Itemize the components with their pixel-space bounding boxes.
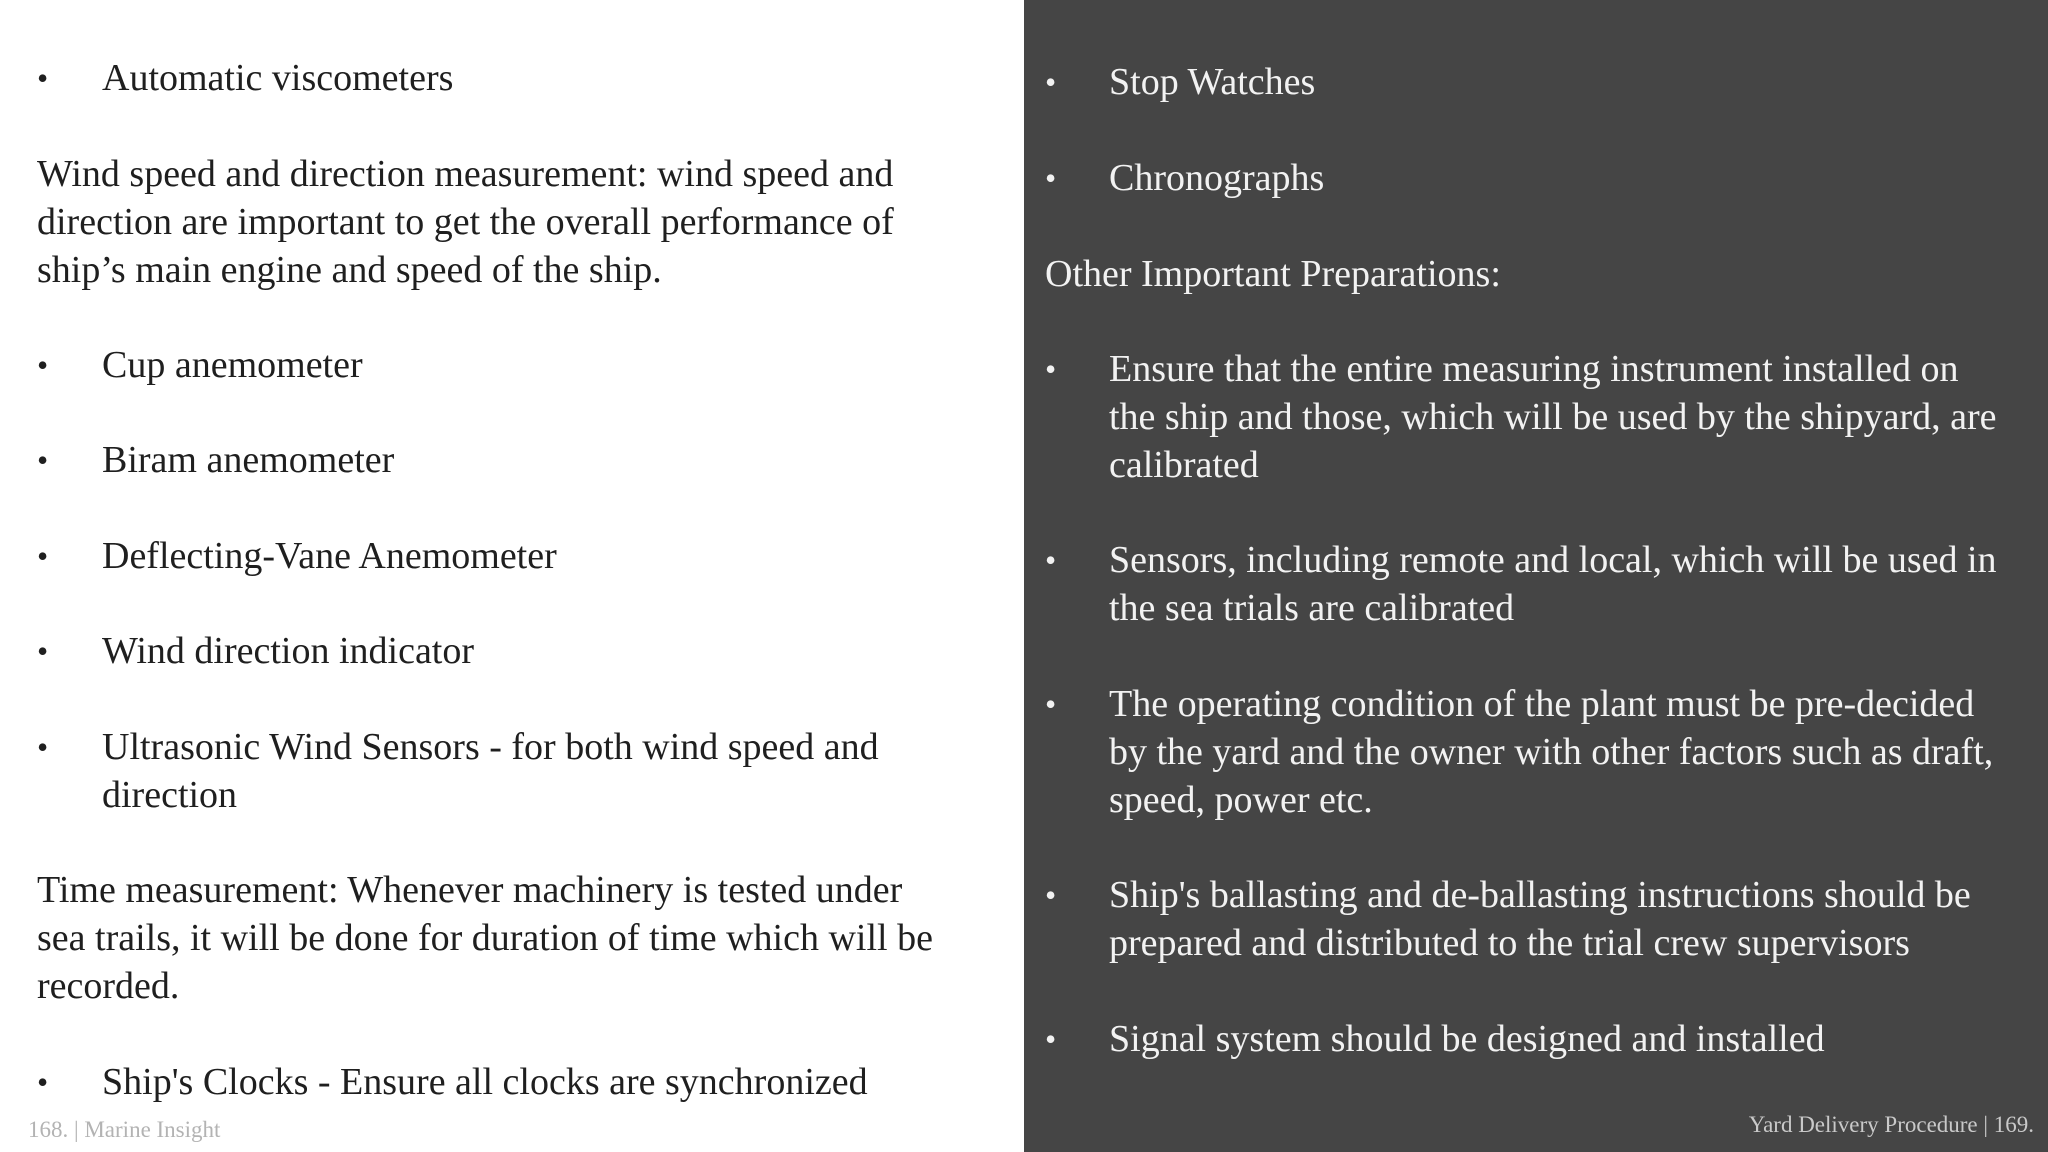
bullet-text-line: Deflecting-Vane Anemometer <box>102 535 557 577</box>
bullet-text-line: Automatic viscometers <box>102 57 454 99</box>
paragraph-text-line: recorded. <box>37 965 180 1007</box>
bullet-marker: • <box>37 60 49 96</box>
bullet-text-line: Wind direction indicator <box>102 630 475 672</box>
bullet-marker: • <box>1045 64 1057 100</box>
bullet-marker: • <box>37 442 49 478</box>
bullet-text-line: the ship and those, which will be used by the shipyard, are <box>1109 396 1997 438</box>
bullet-text-line: prepared and distributed to the trial crew supervisors <box>1109 922 1910 964</box>
bullet-marker: • <box>37 1064 49 1100</box>
bullet-marker: • <box>1045 351 1057 387</box>
bullet-text-line: The operating condition of the plant must be pre-decided <box>1109 683 1975 725</box>
bullet-marker: • <box>1045 877 1057 913</box>
bullet-text-line: Chronographs <box>1109 157 1325 199</box>
paragraph-text-line: ship’s main engine and speed of the ship. <box>37 249 662 291</box>
bullet-text-line: direction <box>102 774 238 816</box>
bullet-marker: • <box>37 633 49 669</box>
left-page-footer: 168. | Marine Insight <box>28 1117 221 1142</box>
bullet-text-line: by the yard and the owner with other factors such as draft, <box>1109 731 1994 773</box>
paragraph-text-line: Other Important Preparations: <box>1045 253 1501 295</box>
bullet-text-line: calibrated <box>1109 444 1259 486</box>
right-page <box>1024 0 2048 1152</box>
bullet-marker: • <box>37 347 49 383</box>
bullet-marker: • <box>1045 1021 1057 1057</box>
bullet-text-line: Biram anemometer <box>102 439 395 481</box>
bullet-marker: • <box>1045 686 1057 722</box>
bullet-text-line: Ship's ballasting and de-ballasting instructions should be <box>1109 874 1971 916</box>
bullet-text-line: Ship's Clocks - Ensure all clocks are synchronized <box>102 1061 868 1103</box>
bullet-marker: • <box>1045 160 1057 196</box>
right-page-footer: Yard Delivery Procedure | 169. <box>1748 1112 2034 1137</box>
bullet-text-line: the sea trials are calibrated <box>1109 587 1515 629</box>
paragraph-text-line: sea trails, it will be done for duration of time which will be <box>37 917 933 959</box>
bullet-text-line: Stop Watches <box>1109 61 1316 103</box>
bullet-text-line: Cup anemometer <box>102 344 363 386</box>
paragraph-text-line: Time measurement: Whenever machinery is tested under <box>37 869 903 911</box>
paragraph-text-line: Wind speed and direction measurement: wind speed and <box>37 153 894 195</box>
bullet-text-line: speed, power etc. <box>1109 779 1373 821</box>
bullet-marker: • <box>37 538 49 574</box>
bullet-text-line: Ensure that the entire measuring instrument installed on <box>1109 348 1959 390</box>
bullet-marker: • <box>37 729 49 765</box>
bullet-text-line: Ultrasonic Wind Sensors - for both wind speed and <box>102 726 879 768</box>
paragraph-text-line: direction are important to get the overall performance of <box>37 201 894 243</box>
bullet-text-line: Signal system should be designed and installed <box>1109 1018 1825 1060</box>
bullet-text-line: Sensors, including remote and local, which will be used in <box>1109 539 1997 581</box>
bullet-marker: • <box>1045 542 1057 578</box>
